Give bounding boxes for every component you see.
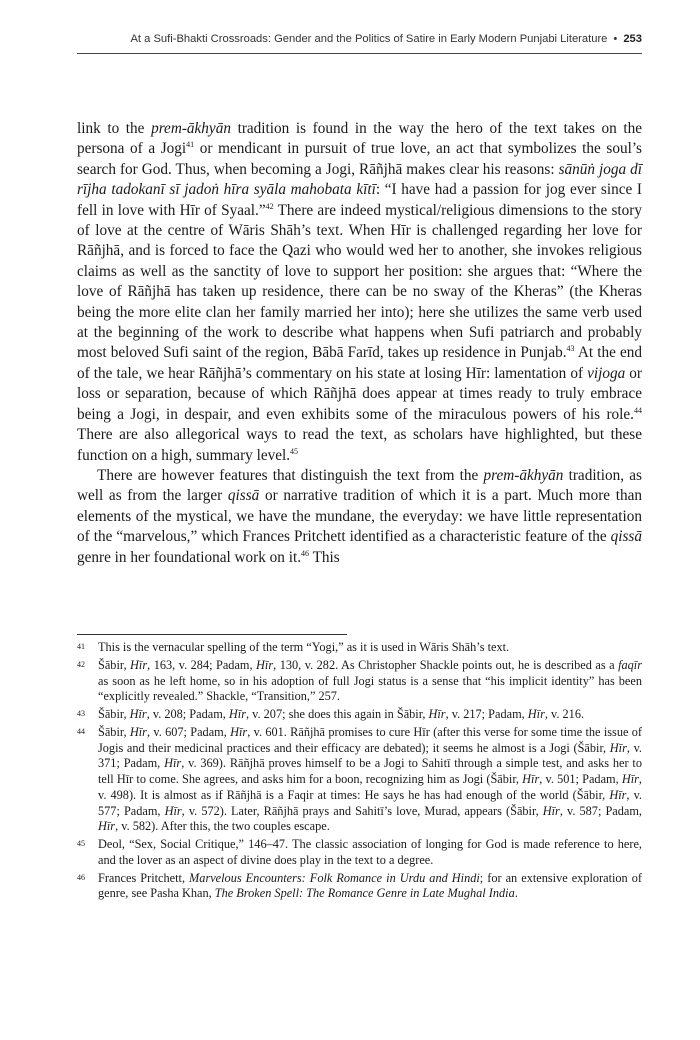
text-run: Šābir, (98, 657, 131, 672)
footnote-ref-43[interactable]: 43 (566, 344, 575, 354)
text-run: : “I have had a passion for jog ever since I fell in love with Hīr of Syaal.” (77, 181, 642, 219)
footnote-ref-41[interactable]: 41 (186, 140, 195, 150)
footnote-45 (77, 837, 642, 868)
text-run: or narrative tradition of which it is a part. Much more than elements of the mystical, we have the mundane, the everyday: we have little representation of the “marvelous,” which Frances Pritchett identified as a characteristic feature of the (77, 487, 643, 546)
italic-title: Hīr (522, 772, 540, 787)
text-run: link to the (77, 120, 152, 137)
footnote-number: 43 (77, 709, 85, 719)
body-text (77, 119, 642, 568)
text-run: Frances Pritchett, (98, 870, 190, 885)
text-run: Šābir, (98, 725, 130, 740)
italic-term: vijoga (587, 364, 626, 382)
text-run: , v. 369). Rāñjhā proves himself to be a Jogi to Sahitī through a simple test, and asks her to tell Hīr to come. She agrees, and asks him for a boon, recognizing him as Jogi (Šābir, (98, 756, 642, 787)
text-run: ; for an extensive exploration of genre, see Pasha Khan, (98, 870, 642, 901)
italic-title: Hīr (527, 707, 545, 722)
italic-title: Hīr (609, 740, 627, 755)
italic-title: Hīr (609, 787, 627, 802)
running-head (77, 33, 642, 45)
italic-title: Hīr (164, 756, 182, 771)
text-run: At the end of the tale, we hear Rāñjhā’s commentary on his state at losing Hīr: lamentation of (77, 344, 643, 382)
italic-title: Hīr (164, 803, 182, 818)
italic-term: prem-ākhyān (151, 120, 231, 137)
footnote-number: 46 (77, 872, 85, 882)
italic-title: Hīr (428, 707, 446, 722)
text-run: as soon as he left home, so in his adoption of full Jogi status is a sense that “his implicit identity” has been “explicitly revealed.” Shackle, “Transition,” 257. (98, 673, 642, 704)
text-run: , v. 601. Rāñjhā promises to cure Hīr (after this verse for some time the issue of Jogis and their medicinal practices and their efficacy are debated); it seems he almost is a Jogi (Šābir, (98, 725, 642, 755)
running-title: At a Sufi-Bhakti Crossroads: Gender and the Politics of Satire in Early Modern Punjabi Literature (130, 33, 608, 45)
text-run: There are indeed mystical/religious dimensions to the story of love at the centre of Wāris Shāh’s text. When Hīr is challenged regarding her love for Rāñjhā, and is forced to face the Qazi who would wed her to another, she invokes religious claims as well as the sanctity of love to support her position: she argues that: “Where the love of Rāñjhā has taken up residence, there can be no sway of the Kheras” (the Kheras being the more elite clan her family married her into); here she utilizes the same verb used at the beginning of the work to describe what happens when Sufi patriarch and probably most beloved Sufi saint of the region, Bābā Farīd, takes up residence in Punjab. (77, 201, 643, 362)
italic-title: Hīr (230, 725, 248, 740)
italic-title: Hīr (98, 819, 116, 834)
footnote-44 (77, 725, 642, 835)
page-number: 253 (623, 33, 642, 45)
footnote-ref-44[interactable]: 44 (634, 405, 642, 415)
footnote-ref-42[interactable]: 42 (265, 201, 274, 211)
text-run: , v. 582). After this, the two couples escape. (115, 819, 330, 834)
text-run: There are also allegorical ways to read the text, as scholars have highlighted, but these function on a high, summary level. (77, 426, 642, 464)
text-run: or mendicant in pursuit of true love, an act that symbolizes the soul’s search for God. Thus, when becoming a Jogi, Rāñjhā makes clear his reasons: (77, 140, 642, 178)
text-run: . (514, 886, 518, 901)
text-run: , v. 587; Padam, (559, 803, 642, 818)
italic-term: faqīr (618, 657, 642, 672)
text-run: , v. 216. (544, 707, 585, 722)
footnote-ref-45[interactable]: 45 (290, 446, 299, 456)
italic-title: Hīr (228, 707, 247, 722)
text-run: , v. 498). It is almost as if Rāñjhā is a Faqir at times: He says he has had enough of the world (Šābir, (98, 772, 642, 802)
text-run: This (309, 548, 340, 566)
italic-title: Marvelous Encounters: Folk Romance in Urdu and Hindi (189, 870, 480, 885)
text-run: , 130, v. 282. As Christopher Shackle points out, he is described as a (273, 657, 619, 672)
italic-title: Hīr (621, 772, 639, 787)
footnote-41 (77, 640, 642, 656)
text-run: or loss or separation, because of which Rāñjhā does appear at times ready to truly embrace being a Jogi, in despair, and even exhibits some of the miraculous powers of his role. (77, 364, 642, 423)
bullet-separator: • (613, 33, 618, 45)
text-run: , v. 501; Padam, (539, 772, 622, 787)
italic-title: Hīr (130, 657, 148, 672)
text-run: , v. 607; Padam, (146, 725, 231, 740)
italic-term: qissā (610, 528, 642, 546)
italic-title: Hīr (542, 803, 560, 818)
text-run: There are however features that distinguish the text from the (97, 466, 484, 484)
footnote-ref-46[interactable]: 46 (301, 548, 310, 558)
italic-title: Hīr (129, 725, 147, 740)
italic-title: Hīr (129, 707, 147, 722)
footnote-43 (77, 707, 642, 723)
header-rule (77, 53, 642, 54)
italic-title: The Broken Spell: The Romance Genre in Late Mughal India (214, 886, 515, 901)
text-run: genre in her foundational work on it. (77, 548, 302, 566)
text-run: , v. 208; Padam, (146, 707, 229, 722)
footnote-rule (77, 634, 347, 635)
footnote-number: 44 (77, 727, 85, 737)
footnote-number: 41 (77, 642, 85, 651)
text-run: , v. 577; Padam, (98, 787, 642, 818)
text-run: , 163, v. 284; Padam, (147, 657, 257, 672)
text-run: , v. 572). Later, Rāñjhā prays and Sahitī’s love, Murad, appears (Šābir, (181, 803, 543, 818)
footnote-number: 42 (77, 659, 85, 669)
text-run: tradition, as well as from the larger (77, 466, 642, 505)
text-run: This is the vernacular spelling of the term “Yogi,” as it is used in Wāris Shāh’s text. (98, 640, 510, 654)
text-run: , v. 207; she does this again in Šābir, (246, 707, 429, 722)
text-run: , v. 217; Padam, (445, 707, 528, 722)
footnote-42 (77, 658, 642, 705)
text-run: Šābir, (98, 707, 130, 722)
text-run: , v. 371; Padam, (98, 740, 642, 771)
footnotes (77, 640, 642, 904)
italic-term: prem-ākhyān (483, 466, 564, 484)
footnote-46 (77, 871, 642, 902)
paragraph-1 (77, 119, 642, 466)
text-run: Deol, “Sex, Social Critique,” 146–47. The classic association of longing for God is made reference to here, and the lover as an aspect of divine does play in the text to a degree. (98, 837, 642, 867)
italic-title: Hīr (256, 657, 274, 672)
paragraph-2 (77, 466, 642, 568)
text-run: tradition is found in the way the hero of the text takes on the persona of a Jogi (77, 120, 643, 158)
italic-quote: sānūṅ joga dī rījha tadokanī sī jadoṅ hīra syāla mahobata kītī (77, 160, 642, 199)
italic-term: qissā (227, 487, 260, 505)
footnote-number: 45 (77, 839, 85, 849)
